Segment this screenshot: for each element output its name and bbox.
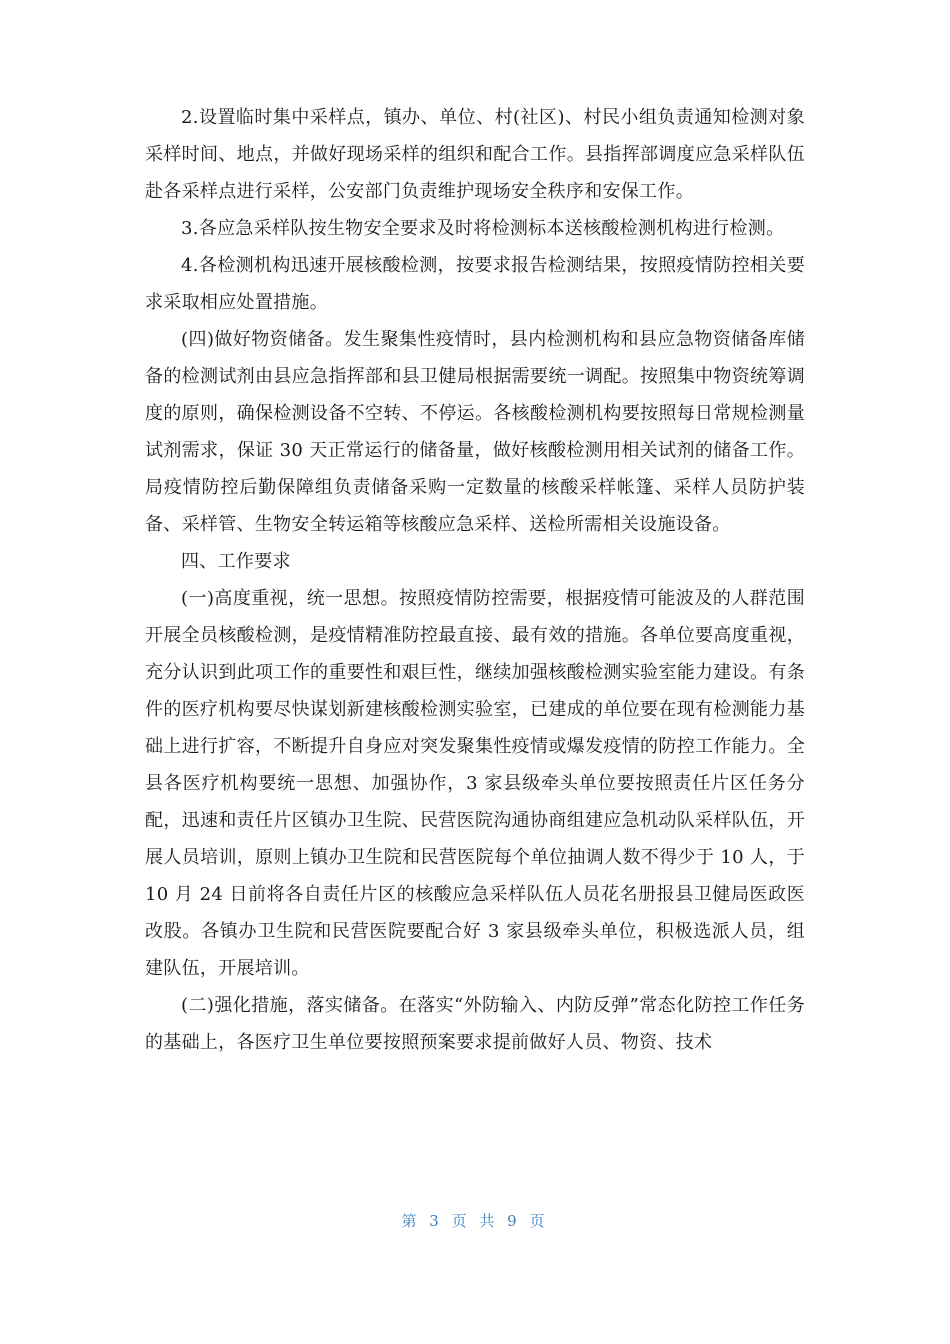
paragraph-3-sample-delivery: 3.各应急采样队按生物安全要求及时将检测标本送核酸检测机构进行检测。 [181,218,785,239]
paragraph-4-testing: 4.各检测机构迅速开展核酸检测，按要求报告检测结果，按照疫情防控相关要求采取相应处置措施。 [145,255,805,313]
section-heading-work-requirements: 四、工作要求 [181,551,291,572]
paragraph-strengthen-measures: (二)强化措施，落实储备。在落实“外防输入、内防反弹”常态化防控工作任务的基础上，各医疗卫生单位要按照预案要求提前做好人员、物资、技术 [145,995,805,1053]
document-body [145,99,805,1061]
paragraph-material-reserve: (四)做好物资储备。发生聚集性疫情时，县内检测机构和县应急物资储备库储备的检测试剂由县应急指挥部和县卫健局根据需要统一调配。按照集中物资统筹调度的原则，确保检测设备不空转、不停运。各核酸检测机构要按照每日常规检测量试剂需求，保证 30 天正常运行的储备量，做好核酸检测用相关试剂的储备工作。局疫情防控后勤保障组负责储备采购一定数量的核酸采样帐篷、采样人员防护装备、采样管、生物安全转运箱等核酸应急采样、送检所需相关设施设备。 [145,329,805,535]
paragraph-high-attention: (一)高度重视，统一思想。按照疫情防控需要，根据疫情可能波及的人群范围开展全员核酸检测，是疫情精准防控最直接、最有效的措施。各单位要高度重视，充分认识到此项工作的重要性和艰巨性，继续加强核酸检测实验室能力建设。有条件的医疗机构要尽快谋划新建核酸检测实验室，已建成的单位要在现有检测能力基础上进行扩容，不断提升自身应对突发聚集性疫情或爆发疫情的防控工作能力。全县各医疗机构要统一思想、加强协作，3 家县级牵头单位要按照责任片区任务分配，迅速和责任片区镇办卫生院、民营医院沟通协商组建应急机动队采样队伍，开展人员培训，原则上镇办卫生院和民营医院每个单位抽调人数不得少于 10 人，于 10 月 24 日前将各自责任片区的核酸应急采样队伍人员花名册报县卫健局医政医改股。各镇办卫生院和民营医院要配合好 3 家县级牵头单位，积极选派人员，组建队伍，开展培训。 [145,588,805,979]
page-number-footer: 第 3 页 共 9 页 [401,1212,549,1230]
paragraph-2-sampling-points: 2.设置临时集中采样点，镇办、单位、村(社区)、村民小组负责通知检测对象采样时间、地点，并做好现场采样的组织和配合工作。县指挥部调度应急采样队伍赴各采样点进行采样，公安部门负责维护现场安全秩序和安保工作。 [145,107,805,202]
